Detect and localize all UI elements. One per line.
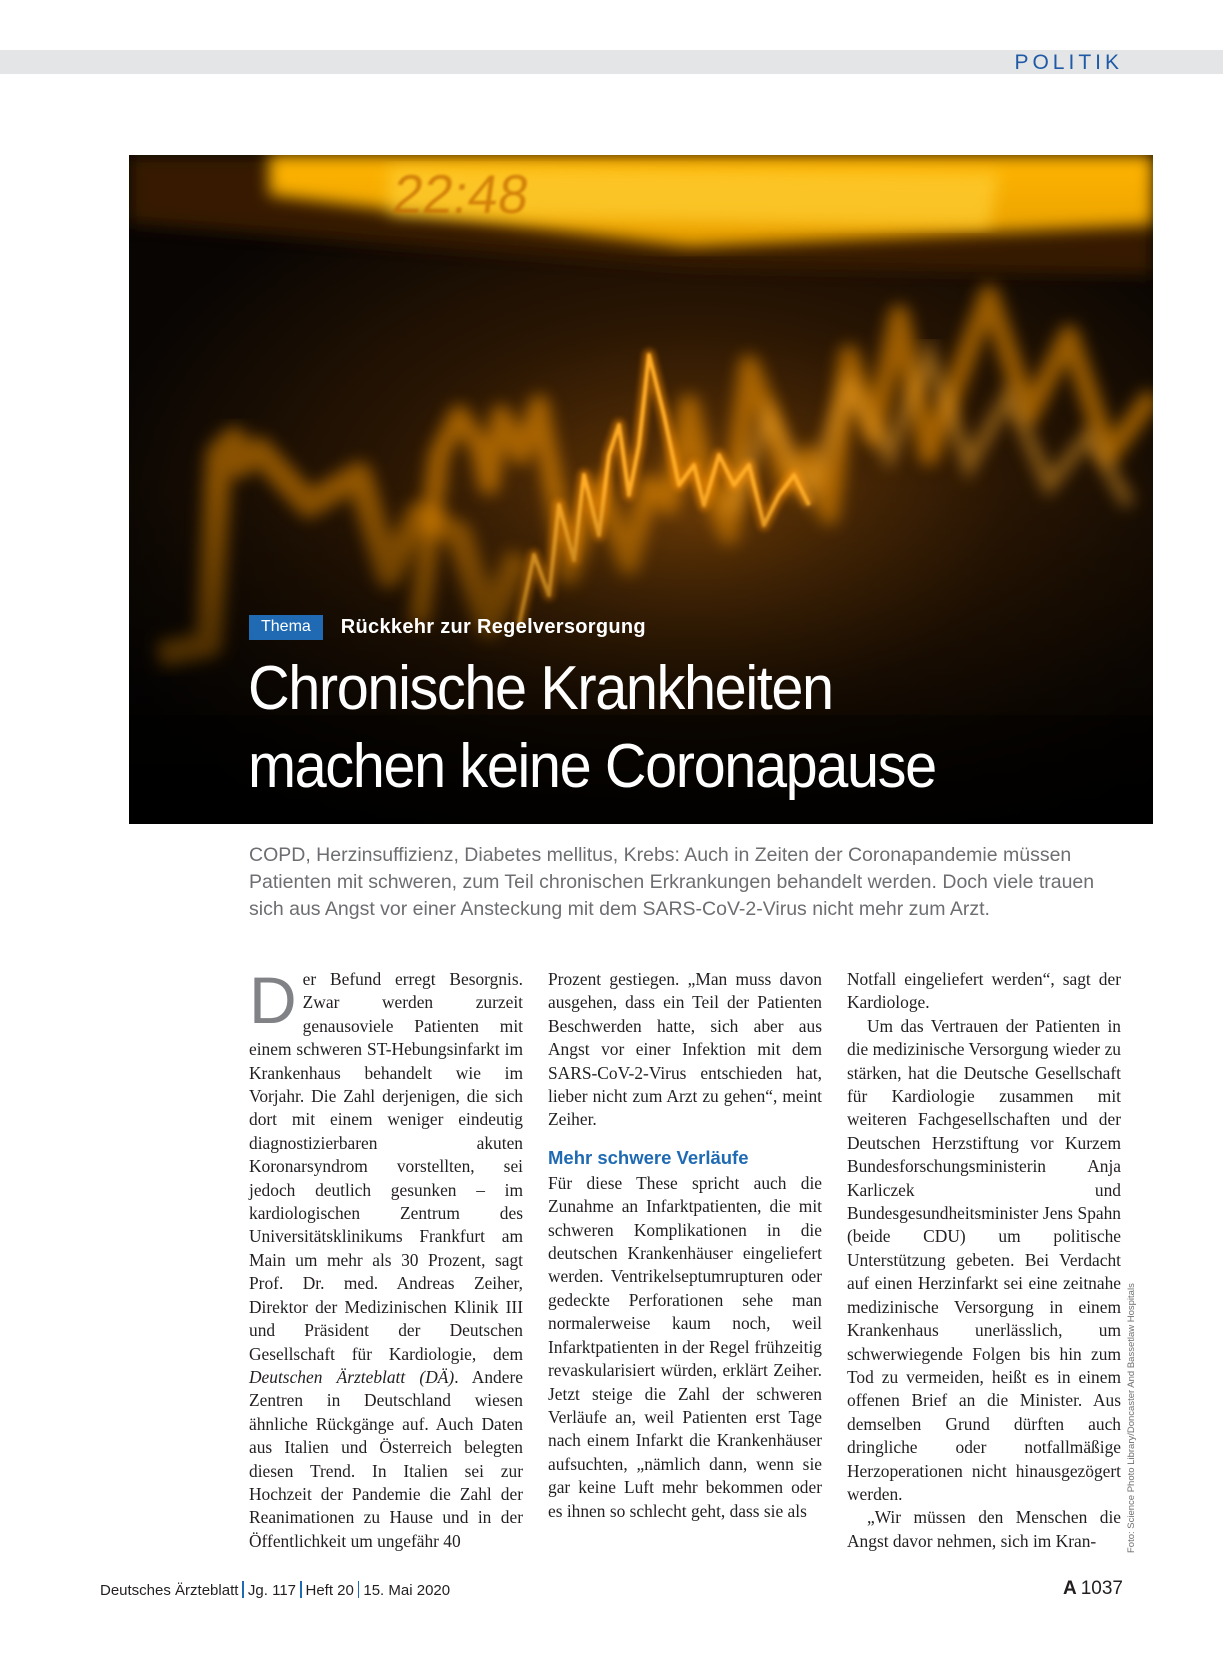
body-paragraph: Notfall eingeliefert werden“, sagt der Kardiologe. [847, 969, 1121, 1013]
section-label: POLITIK [1014, 51, 1123, 74]
body-paragraph: Für diese These spricht auch die Zunahme an Infarktpatienten, die mit schweren Komplikationen in die deutschen Krankenhäuser eingeliefert werden. Ventrikelseptumrupturen oder gedeckte Perforationen sehe man normalerweise kaum noch, weil Infarktpatienten in der Regel frühzeitig revaskularisiert würden, erklärt Zeiher. Jetzt steige die Zahl der schweren Verläufe an, weil Patienten erst Tage nach einem Infarkt die Krankenhäuser aufsuchten, „nämlich dann, wenn sie gar keine Luft mehr bekommen oder es ihnen so schlecht geht, dass sie als [548, 1172, 822, 1521]
body-paragraph: Prozent gestiegen. „Man muss davon ausgehen, dass ein Teil der Patienten Beschwerden hatte, sich aber aus Angst vor einer Infektion mit dem SARS-CoV-2-Virus entschieden hat, lieber nicht zum Arzt zu gehen“, meint Zeiher. [548, 969, 822, 1130]
body-text: er Befund erregt Besorgnis. Zwar werden zurzeit genausoviele Patienten mit einem schweren ST-Hebungsinfarkt im Krankenhaus behandelt wie im Vorjahr. Die Zahl derjenigen, die sich dort mit einem weniger eindeutig diagnostizierbaren akuten Koronarsyndrom vorstellten, sei jedoch deutlich gesunken – im kardiologischen Zentrum des Universitätsklinikums Frankfurt am Main um mehr als 30 Prozent, sagt Prof. Dr. med. Andreas Zeiher, Direktor der Medizinischen Klinik III und Präsident der Deutschen Gesellschaft für Kardiologie, dem [249, 969, 523, 1364]
publication-name: Deutschen Ärzteblatt (DÄ) [249, 1366, 455, 1387]
hero-image [129, 155, 1153, 824]
divider [300, 1581, 302, 1598]
headline-line-1: Chronische Krankheiten [248, 654, 833, 723]
drop-cap: D [249, 963, 297, 1037]
page-prefix: A [1062, 1578, 1077, 1599]
divider [242, 1581, 244, 1598]
issue-date: 15. Mai 2020 [363, 1582, 451, 1599]
page-title [248, 650, 936, 806]
kicker-text: Rückkehr zur Regelversorgung [340, 616, 646, 638]
lead-paragraph: COPD, Herzinsuffizienz, Diabetes mellitus, Krebs: Auch in Zeiten der Coronapandemie müssen Patienten mit schweren, zum Teil chronischen Erkrankungen behandelt werden. Doch viele trauen sich aus Angst vor einer Ansteckung mit dem SARS-CoV-2-Virus nicht mehr zum Arzt. [249, 844, 1095, 920]
page-number [1063, 1578, 1123, 1600]
body-paragraph: „Wir müssen den Menschen die Angst davor nehmen, sich im Kran- [847, 1507, 1121, 1551]
clock-readout: 22:48 [389, 165, 533, 225]
volume: Jg. 117 [247, 1582, 296, 1599]
photo-credit: Foto: Science Photo Library/Doncaster And Bassetlaw Hospitals [1126, 1283, 1137, 1553]
issue: Heft 20 [305, 1582, 354, 1599]
headline-line-2: machen keine Coronapause [248, 732, 936, 801]
article-column-2 [548, 968, 822, 1523]
topic-badge: Thema [249, 615, 323, 640]
body-text: . Andere Zentren in Deutschland wiesen ähnliche Rückgänge auf. Auch Daten aus Italien und Österreich belegten diesen Trend. In Italien sei zur Hochzeit der Pandemie die Zahl der Reanimationen zu Hause und in der Öffentlichkeit um ungefähr 40 [249, 1366, 523, 1551]
section-subheading: Mehr schwere Verläufe [548, 1146, 749, 1168]
article-column-1 [249, 963, 523, 1553]
journal-name: Deutsches Ärzteblatt [100, 1582, 239, 1599]
page-number-value: 1037 [1080, 1578, 1123, 1599]
journal-footer [100, 1581, 450, 1599]
divider [358, 1581, 360, 1598]
topic-kicker [249, 615, 646, 640]
article-column-3 [847, 968, 1121, 1553]
body-paragraph: Um das Vertrauen der Patienten in die medizinische Versorgung wieder zu stärken, hat die Deutsche Gesellschaft für Kardiologie zusammen mit weiteren Fachgesellschaften und der Deutschen Herzstiftung vor Kurzem Bundesforschungsministerin Anja Karliczek und Bundesgesundheitsminister Jens Spahn (beide CDU) um politische Unterstützung gebeten. Bei Verdacht auf einen Herzinfarkt sei eine zeitnahe medizinische Versorgung in einem Krankenhaus unerlässlich, um schwerwiegende Folgen bis hin zum Tod zu vermeiden, heißt es in einem offenen Brief an die Minister. Aus demselben Grund dürften auch dringliche oder notfallmäßige Herzoperationen nicht hinausgezögert werden. [847, 1015, 1121, 1504]
